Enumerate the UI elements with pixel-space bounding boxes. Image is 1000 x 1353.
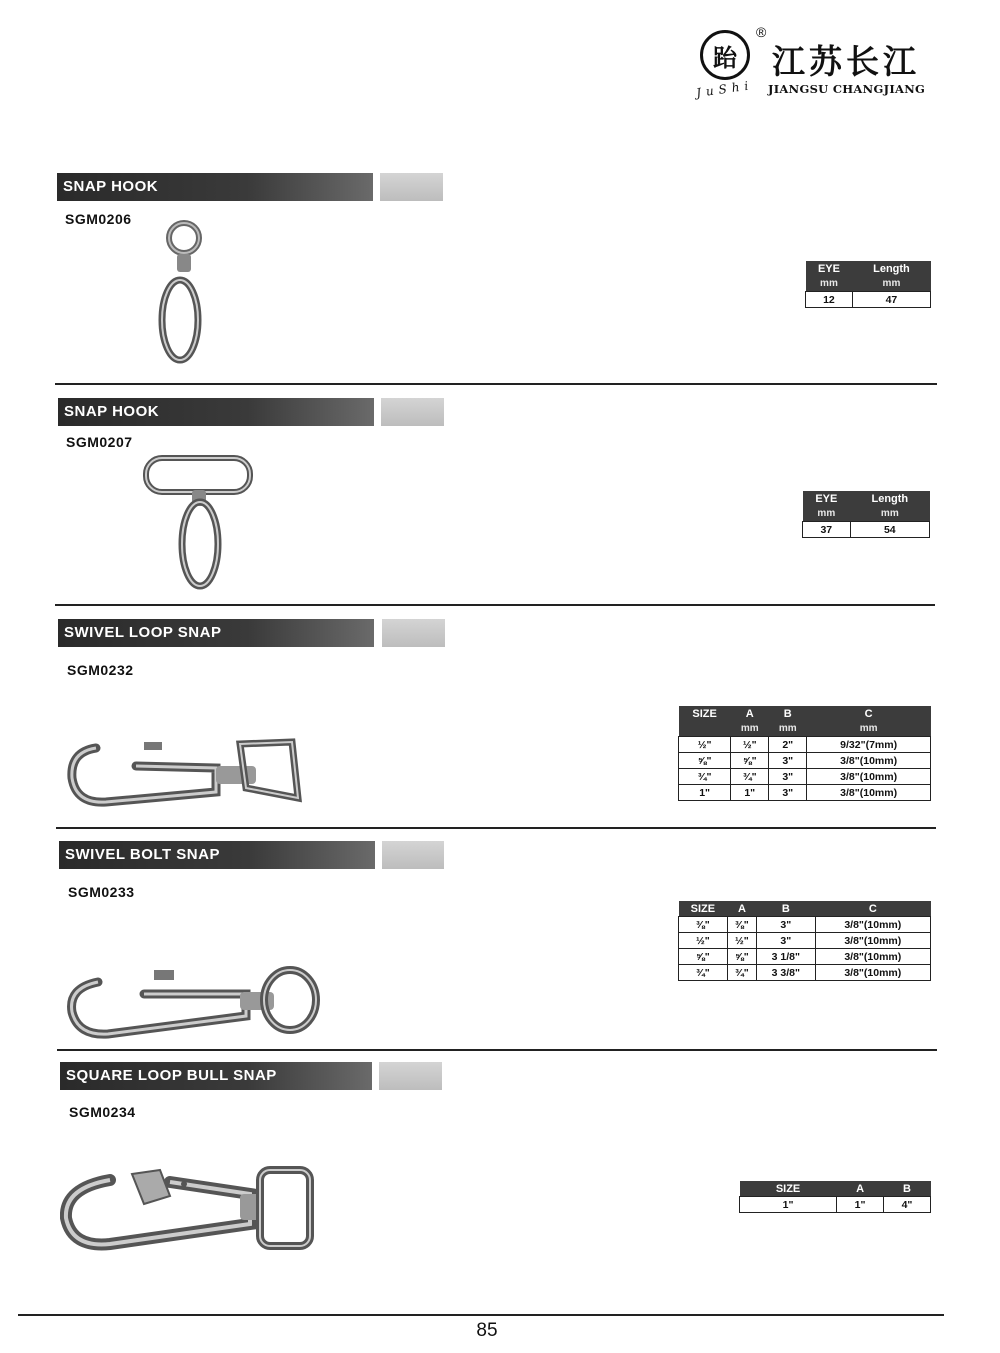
table-row [806,292,931,308]
table-cell: 3" [757,917,815,933]
table-cell: 3" [757,933,815,949]
brand-name-en: JIANGSU CHANGJIANG [768,82,926,96]
table-cell: 1" [679,785,731,801]
table-cell: 9/32"(7mm) [807,737,931,753]
table-cell: ⅝" [731,753,769,769]
table-cell: ⅜" [727,917,756,933]
spec-table [802,491,930,538]
brand-name-cn: 江苏长江 [772,42,920,81]
section-title: SWIVEL LOOP SNAP [64,624,222,641]
col-header: B [884,1181,931,1197]
col-header: C [815,901,930,917]
section-swatch [380,173,443,201]
table-cell: ⅜" [679,917,728,933]
table-cell: ½" [731,737,769,753]
section-swatch [382,841,444,869]
spec-table [805,261,931,308]
brand-logo [694,22,934,112]
col-header: A [727,901,756,917]
col-header: B [769,706,807,721]
table-row [679,785,931,801]
brand-ring-text: JuShi [695,78,755,100]
table-cell: ½" [679,933,728,949]
table-cell: 47 [852,292,930,308]
section-title: SNAP HOOK [64,403,160,420]
product-code: SGM0234 [69,1104,136,1120]
table-row [740,1197,931,1213]
col-unit: mm [806,276,853,292]
table-cell: 3 1/8" [757,949,815,965]
table-cell: ¾" [731,769,769,785]
col-header: A [731,706,769,721]
table-row [679,753,931,769]
col-header: EYE [803,491,851,506]
col-header: Length [852,261,930,276]
spec-table [739,1181,931,1213]
table-row [679,965,931,981]
spec-table [678,706,931,801]
section-divider [57,1049,937,1051]
table-cell: ⅝" [679,949,728,965]
col-unit: mm [807,721,931,737]
table-cell: 3/8"(10mm) [815,949,930,965]
registered-mark: ® [756,24,767,40]
brand-seal [700,30,750,80]
section-header [59,841,375,869]
section-header [58,619,374,647]
table-cell: 3/8"(10mm) [815,965,930,981]
table-row [679,737,931,753]
table-row [679,933,931,949]
table-cell: 2" [769,737,807,753]
section-divider [55,383,937,385]
col-unit [679,721,731,737]
table-cell: ¾" [679,769,731,785]
table-cell: 3/8"(10mm) [807,785,931,801]
table-cell: 3" [769,769,807,785]
table-cell: 1" [740,1197,837,1213]
col-header: EYE [806,261,853,276]
spec-table [678,901,931,981]
page-number: 85 [476,1320,498,1341]
table-cell: 4" [884,1197,931,1213]
table-cell: ½" [727,933,756,949]
col-header: B [757,901,815,917]
col-unit: mm [803,506,851,522]
swivel-bolt-snap-with-round-eye-icon [64,964,324,1042]
col-unit: mm [769,721,807,737]
col-header: SIZE [679,901,728,917]
table-cell: 1" [731,785,769,801]
table-cell: 3/8"(10mm) [815,917,930,933]
table-cell: 1" [837,1197,884,1213]
table-cell: 3 3/8" [757,965,815,981]
col-header: C [807,706,931,721]
table-row [679,769,931,785]
section-header [57,173,373,201]
table-cell: ½" [679,737,731,753]
table-cell: 3/8"(10mm) [807,753,931,769]
table-cell: ⅝" [727,949,756,965]
section-header [58,398,374,426]
section-swatch [381,398,444,426]
table-cell: 3" [769,753,807,769]
col-header: SIZE [679,706,731,721]
section-divider [55,604,935,606]
section-swatch [382,619,445,647]
col-header: A [837,1181,884,1197]
product-code: SGM0206 [65,211,132,227]
table-cell: 12 [806,292,853,308]
table-cell: ⅝" [679,753,731,769]
table-row [679,917,931,933]
table-row [803,522,930,538]
col-header: SIZE [740,1181,837,1197]
section-header [60,1062,372,1090]
footer-divider [18,1314,944,1316]
col-unit: mm [850,506,929,522]
seal-glyph: 跆 [713,42,737,72]
section-divider [56,827,936,829]
product-code: SGM0233 [68,884,135,900]
table-cell: 3" [769,785,807,801]
table-cell: 37 [803,522,851,538]
table-cell: ¾" [727,965,756,981]
section-title: SNAP HOOK [63,178,159,195]
swivel-snap-with-triangle-loop-icon [66,736,306,810]
col-unit: mm [852,276,930,292]
table-cell: 54 [850,522,929,538]
table-row [679,949,931,965]
table-cell: 3/8"(10mm) [807,769,931,785]
oval-snap-hook-with-wide-loop-icon [140,452,256,592]
col-header: Length [850,491,929,506]
col-unit: mm [731,721,769,737]
product-code: SGM0207 [66,434,133,450]
section-title: SWIVEL BOLT SNAP [65,846,220,863]
product-code: SGM0232 [67,662,134,678]
oval-snap-hook-with-round-eye-icon [150,218,220,366]
bull-snap-with-square-loop-icon [60,1160,318,1256]
section-title: SQUARE LOOP BULL SNAP [66,1067,277,1084]
table-cell: 3/8"(10mm) [815,933,930,949]
table-cell: ¾" [679,965,728,981]
section-swatch [379,1062,442,1090]
